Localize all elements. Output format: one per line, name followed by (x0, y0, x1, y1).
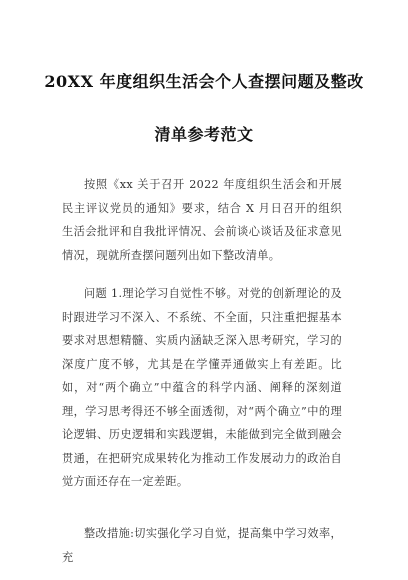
paragraph-rectification: 整改措施:切实强化学习自觉，提高集中学习效率，充 (62, 527, 342, 564)
paragraph-problem-1: 问题 1.理论学习自觉性不够。对党的创新理论的及时跟进学习不深入、不系统、不全面，只注重把握基本要求对思想精髓、实质内涵缺乏深入思考研究，学习的深度广度不够，尤其是在学懂弄通做实上有差距。比如，对“两个确立”中蕴含的科学内涵、阐释的深刻道理，学习思考得还不够全面透彻，对“两个确立”中的理论逻辑、历史逻辑和实践逻辑，未能做到完全做到融会贯通，在把研究成果转化为推动工作发展动力的政治自觉方面还存在一定差距。 (62, 287, 342, 488)
document-title-line1: 20XX 年度组织生活会个人查摆问题及整改 (44, 72, 364, 91)
document-title-line2: 清单参考范文 (154, 125, 254, 144)
paragraph-intro: 按照《xx 关于召开 2022 年度组织生活会和开展民主评议党员的通知》要求，结合 X 月日召开的组织生活会批评和自我批评情况、会前谈心谈话及征求意见情况，现就所查摆问题列出如下整改清单。 (62, 178, 342, 262)
